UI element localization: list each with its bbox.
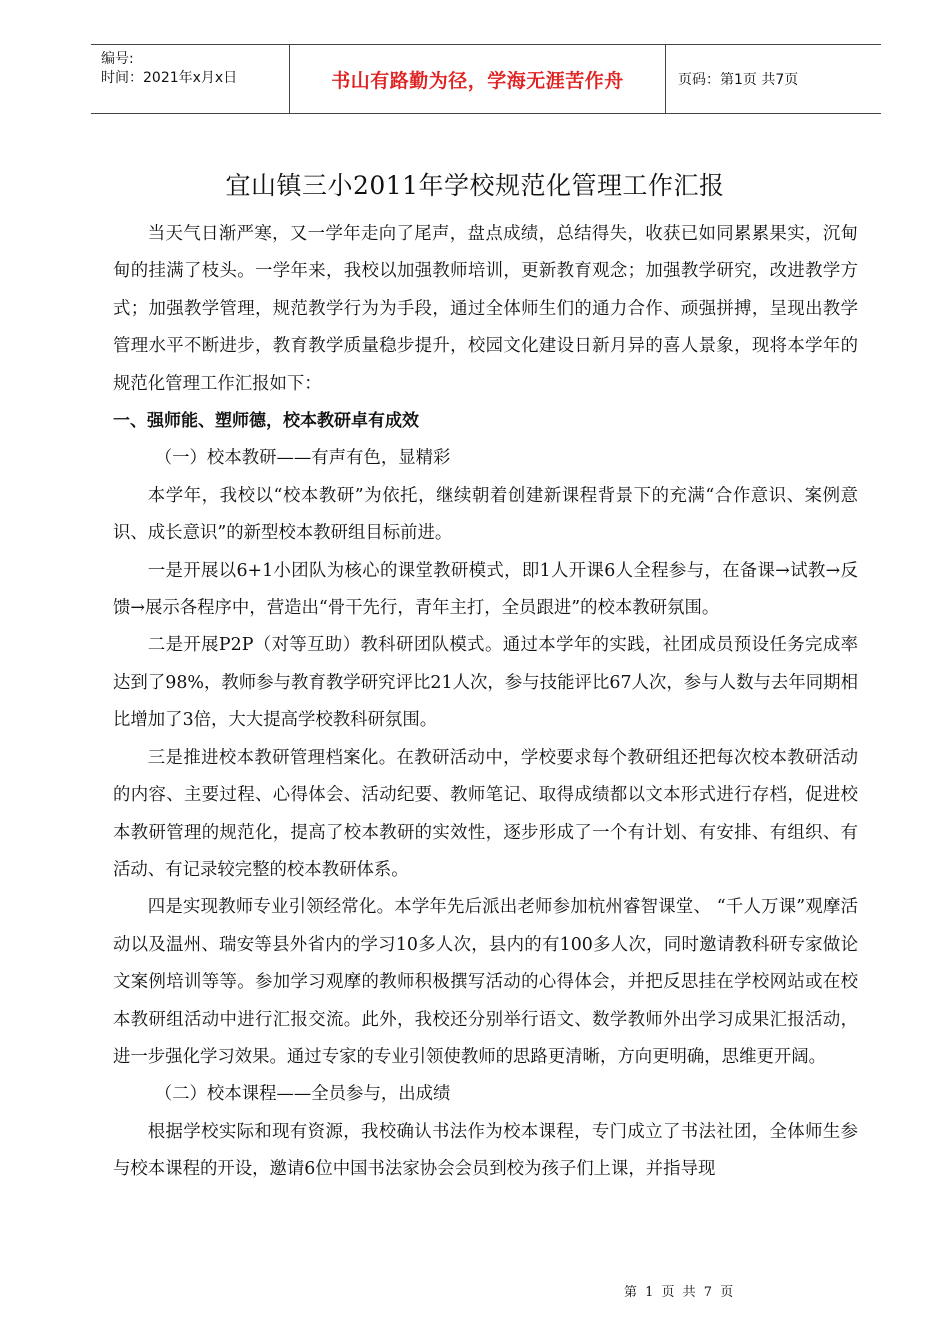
- time-label: 时间：2021年x月x日: [101, 70, 238, 86]
- document-header: [91, 44, 881, 114]
- paragraph-5: 四是实现教师专业引领经常化。本学年先后派出老师参加杭州睿智课堂、 “千人万课”观摩活动以及温州、瑞安等县外省内的学习10多人次，县内的有100多人次，同时邀请教科研专家做论文案例培训等等。参加学习观摩的教师积极撰写活动的心得体会，并把反思挂在学校网站或在校本教研组活动中进行汇报交流。此外，我校还分别举行语文、数学教师外出学习成果汇报活动，进一步强化学习效果。通过专家的专业引领使教师的思路更清晰，方向更明确，思维更开阔。: [113, 897, 858, 1067]
- page-footer: 第 1 页 共 7 页: [624, 1285, 736, 1300]
- document-title: 宜山镇三小2011年学校规范化管理工作汇报: [225, 171, 725, 200]
- header-motto: 书山有路勤为径，学海无涯苦作舟: [289, 45, 666, 113]
- paragraph-1: 本学年，我校以“校本教研”为依托，继续朝着创建新课程背景下的充满“合作意识、案例意识、成长意识”的新型校本教研组目标前进。: [113, 485, 858, 544]
- paragraph-intro: 当天气日渐严寒，又一学年走向了尾声，盘点成绩，总结得失，收获已如同累累果实，沉甸甸的挂满了枝头。一学年来，我校以加强教师培训，更新教育观念；加强教学研究，改进教学方式；加强教学管理，规范教学行为为手段，通过全体师生们的通力合作、顽强拼搏，呈现出教学管理水平不断进步，教育教学质量稳步提升，校园文化建设日新月异的喜人景象，现将本学年的规范化管理工作汇报如下：: [113, 224, 858, 394]
- number-label: 编号:: [101, 51, 134, 67]
- header-page-info: 页码：第1页 共7页: [678, 72, 799, 88]
- paragraph-6: 根据学校实际和现有资源，我校确认书法作为校本课程，专门成立了书法社团，全体师生参与校本课程的开设，邀请6位中国书法家协会会员到校为孩子们上课，并指导现: [113, 1121, 858, 1180]
- paragraph-4: 三是推进校本教研管理档案化。在教研活动中，学校要求每个教研组还把每次校本教研活动的内容、主要过程、心得体会、活动纪要、教师笔记、取得成绩都以文本形式进行存档，促进校本教研管理的规范化，提高了校本教研的实效性，逐步形成了一个有计划、有安排、有组织、有活动、有记录较完整的校本教研体系。: [113, 747, 858, 880]
- header-meta: [91, 45, 289, 113]
- subsection-heading-2: （二）校本课程——全员参与，出成绩: [154, 1084, 451, 1105]
- subsection-heading-1: （一）校本教研——有声有色，显精彩: [154, 448, 451, 469]
- paragraph-3: 二是开展P2P（对等互助）教科研团队模式。通过本学年的实践，社团成员预设任务完成率达到了98%，教师参与教育教学研究评比21人次，参与技能评比67人次，参与人数与去年同期相比增加了3倍，大大提高学校教科研氛围。: [113, 635, 858, 731]
- section-heading-1: 一、强师能、塑师德，校本教研卓有成效: [113, 411, 419, 432]
- paragraph-2: 一是开展以6+1小团队为核心的课堂教研模式，即1人开课6人全程参与，在备课→试教→反馈→展示各程序中，营造出“骨干先行，青年主打，全员跟进”的校本教研氛围。: [113, 560, 858, 619]
- document-body: [113, 216, 858, 1189]
